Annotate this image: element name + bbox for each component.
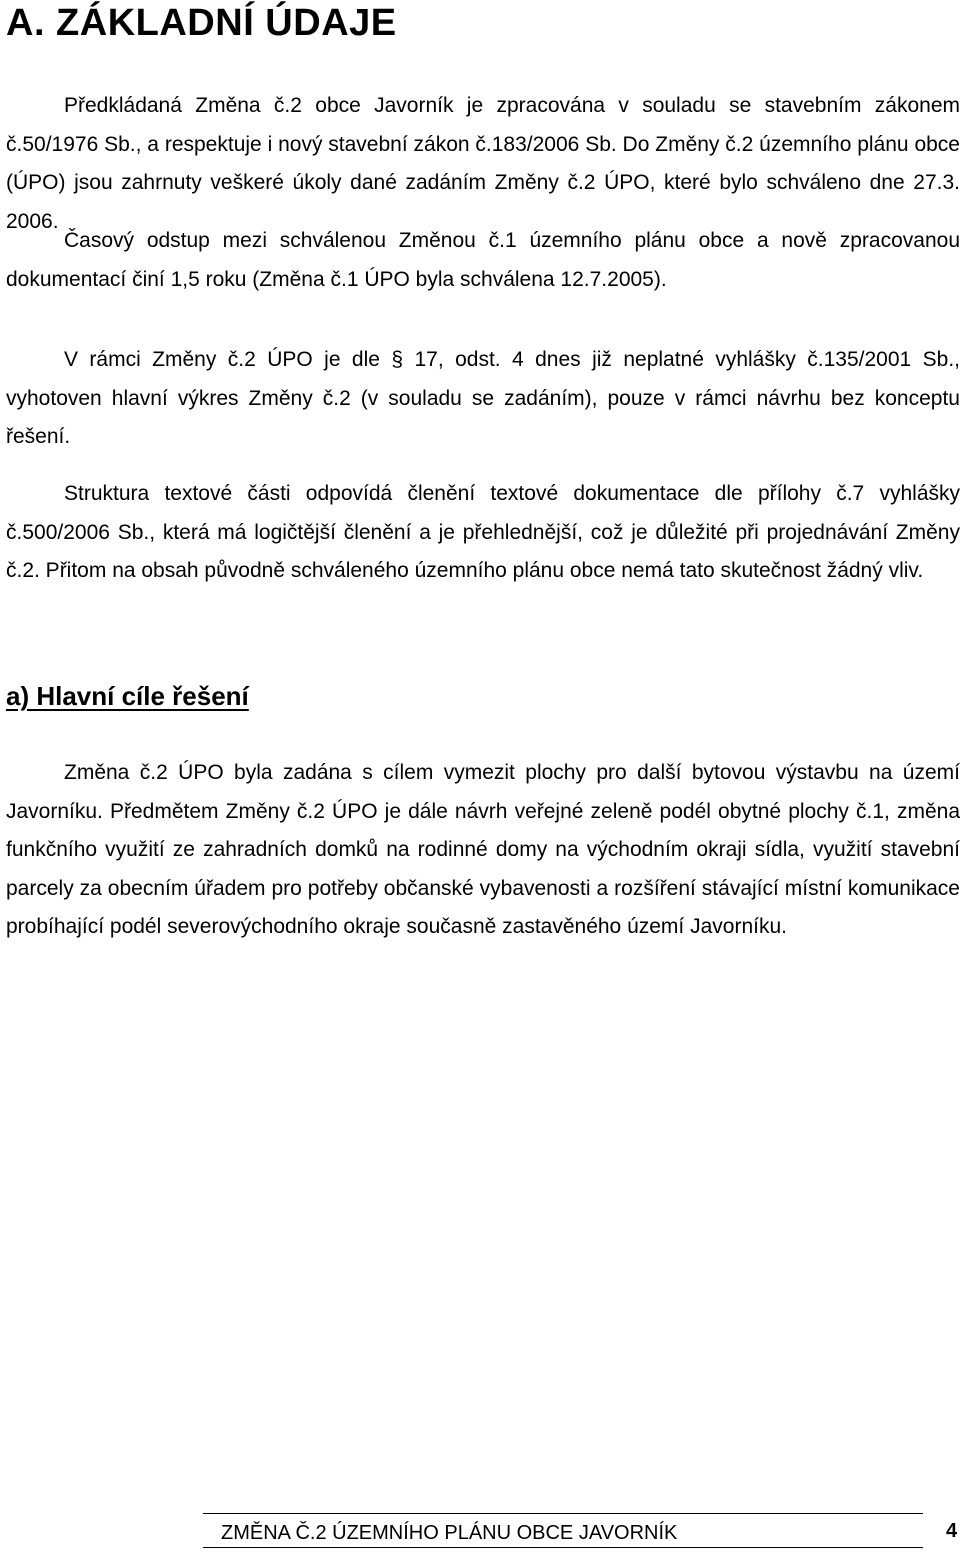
footer-rule-bottom [203, 1547, 923, 1548]
section-paragraph: Změna č.2 ÚPO byla zadána s cílem vymezit plochy pro další bytovou výstavbu na území Javorníku. Předmětem Změny č.2 ÚPO je dále návrh veřejné zeleně podél obytné plochy č.1, změna funkčního využití ze zahradních domků na rodinné domy na východním okraji sídla, využití stavební parcely za obecním úřadem pro potřeby občanské vybavenosti a rozšíření stávající místní komunikace probíhající podél severovýchodního okraje současně zastavěného území Javorníku. [6, 761, 960, 939]
intro-paragraph-4: Struktura textové části odpovídá členění textové dokumentace dle přílohy č.7 vyhlášky č.500/2006 Sb., která má logičtější členění a je přehlednější, což je důležité při projednávání Změny č.2. Přitom na obsah původně schváleného územního plánu obce nemá tato skutečnost žádný vliv. [6, 482, 960, 583]
footer-title: ZMĚNA Č.2 ÚZEMNÍHO PLÁNU OBCE JAVORNÍK [221, 1522, 678, 1544]
intro-paragraph-3: V rámci Změny č.2 ÚPO je dle § 17, odst. 4 dnes již neplatné vyhlášky č.135/2001 Sb., vyhotoven hlavní výkres Změny č.2 (v souladu se zadáním), pouze v rámci návrhu bez konceptu řešení. [6, 348, 960, 449]
footer-rule-top [203, 1513, 923, 1514]
section-heading: a) Hlavní cíle řešení [6, 681, 249, 711]
page-number: 4 [946, 1520, 958, 1542]
intro-paragraph-1: Předkládaná Změna č.2 obce Javorník je zpracována v souladu se stavebním zákonem č.50/1976 Sb., a respektuje i nový stavební zákon č.183/2006 Sb. Do Změny č.2 územního plánu obce (ÚPO) jsou zahrnuty veškeré úkoly dané zadáním Změny č.2 ÚPO, které bylo schváleno dne 27.3. 2006. [6, 94, 960, 233]
intro-paragraph-2: Časový odstup mezi schválenou Změnou č.1 územního plánu obce a nově zpracovanou dokumentací činí 1,5 roku (Změna č.1 ÚPO byla schválena 12.7.2005). [6, 229, 960, 291]
page-title: A. ZÁKLADNÍ ÚDAJE [6, 2, 397, 44]
